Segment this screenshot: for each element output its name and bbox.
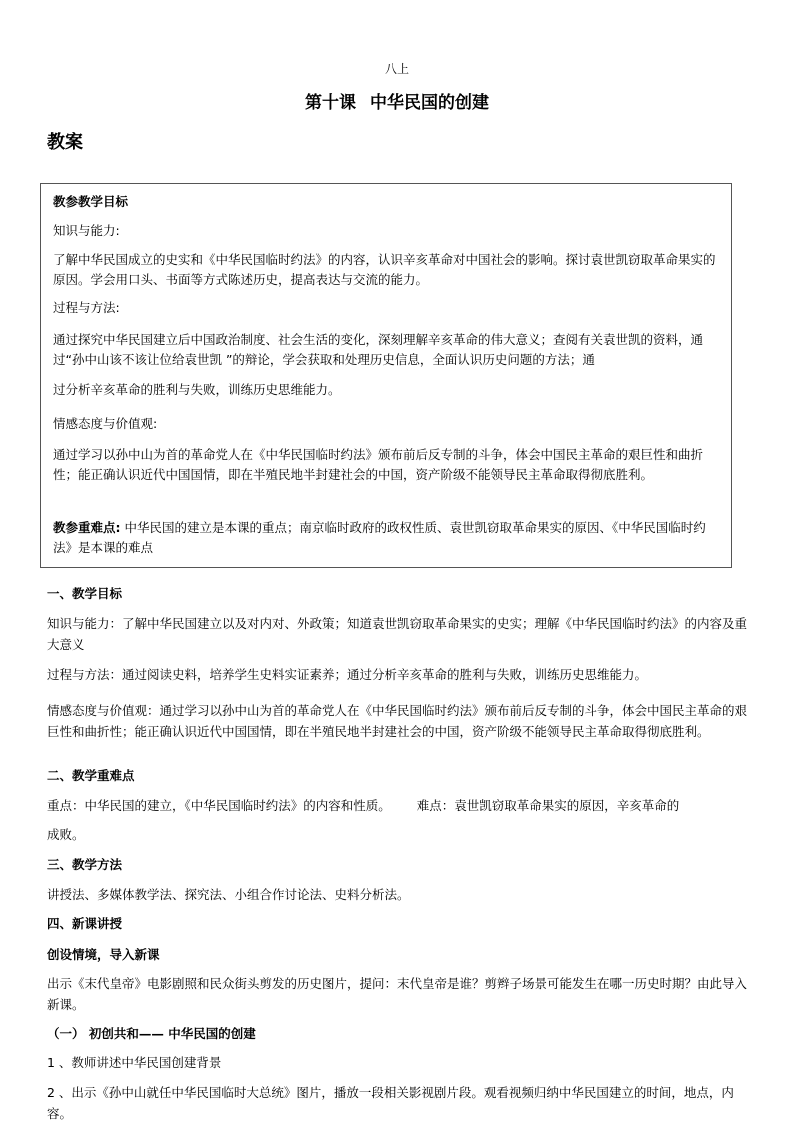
box-heading: 教参教学目标: [53, 194, 129, 209]
section-2-title: 二、教学重难点: [47, 768, 135, 783]
lesson-title: [0, 88, 794, 113]
section-3-text: 讲授法、多媒体教学法、探究法、小组合作讨论法、史料分析法。: [47, 887, 410, 902]
box-emotion-text: 通过学习以孙中山为首的革命党人在《中华民国临时约法》颁布前后反专制的斗争，体会中国民主革命的艰巨性和曲折性；能正确认识近代中国国情，即在半殖民地半封建社会的中国，资产阶级不能领导民主革命取得彻底胜利。: [53, 447, 704, 482]
intro-text: 出示《末代皇帝》电影剧照和民众街头剪发的历史图片，提问：末代皇帝是谁？剪辫子场景可能发生在哪一历史时期？由此导入新课。: [47, 976, 748, 1012]
step-1: 1 、教师讲述中华民国创建背景: [47, 1055, 222, 1070]
box-key-text: 中华民国的建立是本课的重点；南京临时政府的政权性质、袁世凯窃取革命果实的原因、《中华民国临时约法》是本课的难点: [53, 520, 706, 555]
document-type-heading: 教案: [47, 132, 83, 153]
step-2: 2 、出示《孙中山就任中华民国临时大总统》图片，播放一段相关影视剧片段。观看视频归纳中华民国建立的时间，地点，内容。: [47, 1085, 734, 1121]
section-2-difficult: 难点：袁世凯窃取革命果实的原因，辛亥革命的: [416, 798, 680, 813]
section-3-title: 三、教学方法: [47, 857, 123, 872]
box-knowledge-text: 了解中华民国成立的史实和《中华民国临时约法》的内容，认识辛亥革命对中国社会的影响。探讨袁世凯窃取革命果实的原因。学会用口头、书面等方式陈述历史，提高表达与交流的能力。: [53, 252, 716, 287]
section-1-knowledge: 知识与能力：了解中华民国建立以及对内对、外政策；知道袁世凯窃取革命果实的史实；理解《中华民国临时约法》的内容及重大意义: [47, 616, 748, 652]
grade-label: 八上: [384, 62, 409, 76]
section-2-difficult-cont: 成败。: [47, 827, 85, 842]
box-emotion-label: 情感态度与价值观:: [53, 416, 158, 431]
part-1-title: （一） 初创共和—— 中华民国的创建: [47, 1026, 256, 1041]
reference-objectives-box: [40, 183, 732, 568]
section-4-title: 四、新课讲授: [47, 916, 123, 931]
box-process-text-cont: 过分析辛亥革命的胜利与失败，训练历史思维能力。: [53, 382, 341, 397]
box-key-points: [53, 518, 723, 558]
section-1-title: 一、教学目标: [47, 586, 123, 601]
box-process-label: 过程与方法:: [53, 300, 120, 315]
box-key-label: 教参重难点:: [53, 520, 121, 535]
lesson-name: 中华民国的创建: [370, 93, 489, 113]
lesson-number: 第十课: [305, 93, 356, 113]
section-1-process: 过程与方法：通过阅读史料，培养学生史料实证素养；通过分析辛亥革命的胜利与失败，训练历史思维能力。: [47, 667, 648, 682]
section-2-key: 重点：中华民国的建立，《中华民国临时约法》的内容和性质。: [47, 798, 391, 813]
section-1-emotion: 情感态度与价值观：通过学习以孙中山为首的革命党人在《中华民国临时约法》颁布前后反专制的斗争，体会中国民主革命的艰巨性和曲折性；能正确认识近代中国国情，即在半殖民地半封建社会的中国，资产阶级不能领导民主革命取得彻底胜利。: [47, 703, 748, 739]
box-knowledge-label: 知识与能力:: [53, 223, 120, 238]
intro-title: 创设情境，导入新课: [47, 947, 160, 962]
box-process-text: 通过探究中华民国建立后中国政治制度、社会生活的变化，深刻理解辛亥革命的伟大意义；查阅有关袁世凯的资料，通过“孙中山该不该让位给袁世凯 ”的辩论，学会获取和处理历史信息，全面认识历史问题的方法；通: [53, 332, 704, 367]
section-2-key-points: [47, 795, 747, 816]
